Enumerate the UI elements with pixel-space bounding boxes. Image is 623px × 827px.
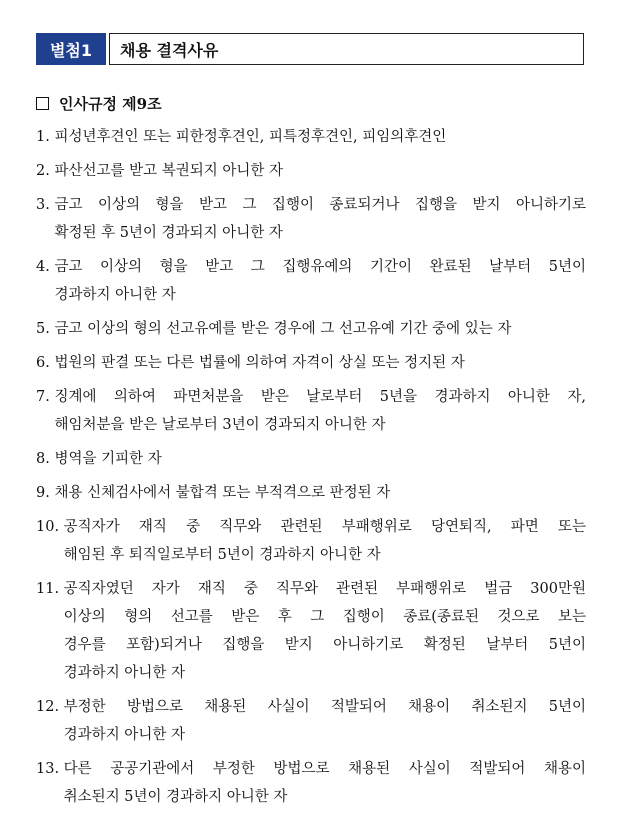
list-item <box>36 575 586 687</box>
list-item <box>36 445 586 473</box>
attachment-header <box>36 33 584 65</box>
list-item-text <box>64 575 586 687</box>
list-item-line: 경과하지 아니한 자 <box>63 727 185 743</box>
list-item-number: 2. <box>36 163 55 179</box>
list-item-line: 경과하지 아니한 자 <box>54 287 176 303</box>
section-heading <box>36 93 162 114</box>
list-item-number: 4. <box>36 259 55 275</box>
list-item-text <box>54 383 586 439</box>
list-item-text <box>54 191 586 247</box>
checkbox-icon <box>36 97 49 110</box>
list-item-text <box>64 755 586 811</box>
list-item-line: 금고 이상의 형의 선고유예를 받은 경우에 그 선고유예 기간 중에 있는 자 <box>54 321 512 337</box>
list-item-number: 8. <box>36 451 55 467</box>
list-item-number: 5. <box>36 321 55 337</box>
list-item <box>36 315 586 343</box>
list-item-number: 11. <box>36 581 64 597</box>
list-item <box>36 349 586 377</box>
list-item-text <box>54 479 586 507</box>
list-item <box>36 693 586 749</box>
list-item-line: 금고 이상의 형을 받고 그 집행이 종료되거나 집행을 받지 아니하기로 <box>54 197 586 213</box>
list-item-text <box>54 349 586 377</box>
list-item-line: 경과하지 아니한 자 <box>63 665 185 681</box>
list-item-number: 9. <box>36 485 55 501</box>
disqualification-list <box>36 123 586 817</box>
list-item-line: 징계에 의하여 파면처분을 받은 날로부터 5년을 경과하지 아니한 자, <box>54 389 586 405</box>
list-item-number: 1. <box>36 129 55 145</box>
list-item-text <box>64 513 586 569</box>
list-item <box>36 157 586 185</box>
section-title: 인사규정 제9조 <box>59 95 162 113</box>
list-item-number: 10. <box>36 519 64 535</box>
list-item <box>36 755 586 811</box>
list-item-line: 경우를 포함)되거나 집행을 받지 아니하기로 확정된 날부터 5년이 <box>63 637 586 653</box>
list-item-line: 다른 공공기관에서 부정한 방법으로 채용된 사실이 적발되어 채용이 <box>63 761 586 777</box>
list-item-number: 12. <box>36 699 64 715</box>
list-item-text <box>54 123 586 151</box>
list-item <box>36 383 586 439</box>
list-item <box>36 513 586 569</box>
list-item-text <box>64 693 586 749</box>
list-item-line: 피성년후견인 또는 피한정후견인, 피특정후견인, 피임의후견인 <box>54 129 447 145</box>
list-item-line: 법원의 판결 또는 다른 법률에 의하여 자격이 상실 또는 정지된 자 <box>54 355 465 371</box>
list-item-number: 3. <box>36 197 55 213</box>
list-item-number: 6. <box>36 355 55 371</box>
list-item-line: 해임된 후 퇴직일로부터 5년이 경과하지 아니한 자 <box>63 547 381 563</box>
list-item-line: 공직자가 재직 중 직무와 관련된 부패행위로 당연퇴직, 파면 또는 <box>63 519 586 535</box>
list-item <box>36 479 586 507</box>
list-item <box>36 253 586 309</box>
list-item-text <box>54 157 586 185</box>
list-item-line: 부정한 방법으로 채용된 사실이 적발되어 채용이 취소된지 5년이 <box>63 699 586 715</box>
list-item-line: 병역을 기피한 자 <box>54 451 162 467</box>
attachment-title: 채용 결격사유 <box>109 33 584 65</box>
list-item-number: 13. <box>36 761 64 777</box>
list-item-line: 확정된 후 5년이 경과되지 아니한 자 <box>54 225 283 241</box>
list-item-line: 금고 이상의 형을 받고 그 집행유예의 기간이 완료된 날부터 5년이 <box>54 259 586 275</box>
list-item-line: 파산선고를 받고 복권되지 아니한 자 <box>54 163 283 179</box>
list-item-text <box>54 253 586 309</box>
attachment-badge: 별첨1 <box>36 33 106 65</box>
list-item-line: 취소된지 5년이 경과하지 아니한 자 <box>63 789 288 805</box>
list-item-line: 이상의 형의 선고를 받은 후 그 집행이 종료(종료된 것으로 보는 <box>63 609 586 625</box>
list-item-number: 7. <box>36 389 55 405</box>
list-item <box>36 123 586 151</box>
list-item-line: 채용 신체검사에서 불합격 또는 부적격으로 판정된 자 <box>54 485 391 501</box>
list-item-line: 해임처분을 받은 날로부터 3년이 경과되지 아니한 자 <box>54 417 386 433</box>
list-item-text <box>54 315 586 343</box>
list-item <box>36 191 586 247</box>
list-item-text <box>54 445 586 473</box>
list-item-line: 공직자였던 자가 재직 중 직무와 관련된 부패행위로 벌금 300만원 <box>63 581 586 597</box>
